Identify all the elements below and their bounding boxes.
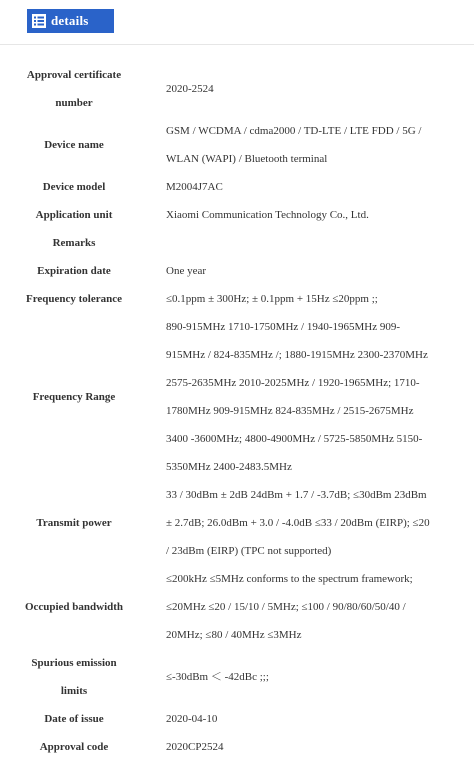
spec-label — [0, 649, 142, 705]
spec-label-line: Device model — [42, 181, 106, 193]
spec-value — [142, 229, 466, 257]
spec-value — [142, 201, 466, 229]
spec-label — [0, 705, 142, 733]
header-bar — [0, 0, 474, 45]
spec-value — [142, 663, 466, 691]
spec-label-line: number — [55, 97, 93, 109]
spec-label — [0, 383, 142, 411]
spec-value-line: 915MHz / 824-835MHz /; 1880-1915MHz 2300-2370MHz — [166, 349, 428, 361]
spec-value-line: One year — [166, 265, 207, 277]
spec-value-line: ± 2.7dB; 26.0dBm + 3.0 / -4.0dB ≤33 / 20dBm (EIRP); ≤20 — [166, 517, 430, 529]
spec-value-line: M2004J7AC — [166, 181, 223, 193]
spec-label-line: Occupied bandwidth — [24, 601, 124, 613]
spec-label-line: Application unit — [35, 209, 113, 221]
spec-value-line: WLAN (WAPI) / Bluetooth terminal — [166, 153, 328, 165]
spec-value-line: 2020CP2524 — [166, 741, 224, 753]
spec-row — [0, 173, 474, 201]
spec-table — [0, 61, 474, 761]
details-tab[interactable] — [27, 9, 114, 33]
spec-label — [0, 229, 142, 257]
spec-label-line: Approval certificate — [26, 69, 122, 81]
spec-row — [0, 313, 474, 481]
spec-value — [142, 285, 466, 313]
spec-row — [0, 705, 474, 733]
spec-label — [0, 61, 142, 117]
spec-label — [0, 285, 142, 313]
spec-label-line: Frequency tolerance — [25, 293, 123, 305]
spec-value-line: ≤-30dBm ＜ -42dBc ;;; — [166, 671, 269, 683]
spec-value-line: 890-915MHz 1710-1750MHz / 1940-1965MHz 909- — [166, 321, 401, 333]
spec-label-line: limits — [60, 685, 88, 697]
spec-label — [0, 131, 142, 159]
spec-row — [0, 565, 474, 649]
spec-value — [142, 75, 466, 103]
spec-value — [142, 173, 466, 201]
spec-row — [0, 257, 474, 285]
spec-value — [142, 313, 466, 481]
spec-label — [0, 593, 142, 621]
spec-value-line: GSM / WCDMA / cdma2000 / TD-LTE / LTE FDD / 5G / — [166, 125, 422, 137]
spec-value-line: ≤200kHz ≤5MHz conforms to the spectrum framework; — [166, 573, 413, 585]
spec-label-line: Spurious emission — [31, 657, 117, 669]
spec-value-line: 2575-2635MHz 2010-2025MHz / 1920-1965MHz; 1710- — [166, 377, 420, 389]
spec-row — [0, 285, 474, 313]
details-tab-label: details — [51, 13, 89, 28]
spec-label — [0, 257, 142, 285]
spec-value-line: 2020-04-10 — [166, 713, 218, 725]
spec-value — [142, 257, 466, 285]
list-icon — [32, 14, 46, 28]
spec-value — [142, 565, 466, 649]
spec-row — [0, 117, 474, 173]
spec-value-line: 1780MHz 909-915MHz 824-835MHz / 2515-2675MHz — [166, 405, 414, 417]
spec-label — [0, 201, 142, 229]
spec-value-line: ≤20MHz ≤20 / 15/10 / 5MHz; ≤100 / 90/80/60/50/40 / — [166, 601, 406, 613]
spec-label-line: Frequency Range — [32, 391, 116, 403]
spec-value — [142, 733, 466, 761]
spec-value — [142, 705, 466, 733]
spec-row — [0, 649, 474, 705]
spec-label-line: Date of issue — [44, 713, 104, 725]
spec-label — [0, 509, 142, 537]
spec-label-line: Transmit power — [36, 517, 112, 529]
spec-value — [142, 481, 466, 565]
spec-value-line: ≤0.1ppm ± 300Hz; ± 0.1ppm + 15Hz ≤20ppm ;; — [166, 293, 378, 305]
spec-label — [0, 173, 142, 201]
spec-value-line: 33 / 30dBm ± 2dB 24dBm + 1.7 / -3.7dB; ≤30dBm 23dBm — [166, 489, 427, 501]
spec-value-line — [166, 229, 466, 257]
spec-row — [0, 201, 474, 229]
spec-label-line: Expiration date — [37, 265, 111, 277]
spec-value — [142, 117, 466, 173]
spec-value-line: / 23dBm (EIRP) (TPC not supported) — [166, 545, 332, 557]
spec-row — [0, 229, 474, 257]
spec-label-line: Device name — [44, 139, 104, 151]
spec-value-line: 3400 -3600MHz; 4800-4900MHz / 5725-5850MHz 5150- — [166, 433, 423, 445]
spec-label — [0, 733, 142, 761]
spec-value-line: Xiaomi Communication Technology Co., Ltd. — [166, 209, 369, 221]
spec-row — [0, 61, 474, 117]
spec-value-line: 20MHz; ≤80 / 40MHz ≤3MHz — [166, 629, 302, 641]
spec-label-line: Approval code — [39, 741, 109, 753]
spec-row — [0, 733, 474, 761]
spec-label-line: Remarks — [52, 237, 96, 249]
spec-value-line: 2020-2524 — [166, 83, 214, 95]
spec-value-line: 5350MHz 2400-2483.5MHz — [166, 461, 292, 473]
spec-row — [0, 481, 474, 565]
